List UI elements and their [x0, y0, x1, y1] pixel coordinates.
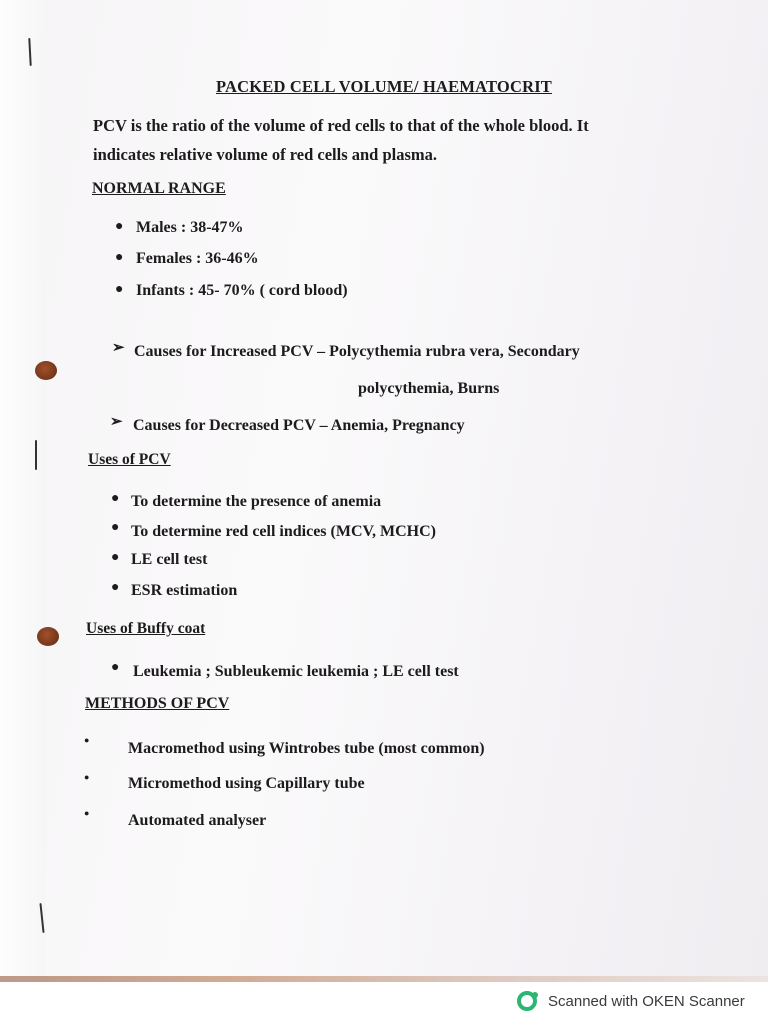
uses-of-buffy-coat-item: Leukemia ; Subleukemic leukemia ; LE cell test	[133, 663, 459, 680]
arrow-bullet-icon: ➢	[112, 340, 125, 356]
bullet-icon: ●	[115, 219, 124, 234]
scanner-text: Scanned with OKEN Scanner	[548, 992, 745, 1010]
bullet-icon: ●	[115, 250, 124, 265]
punch-hole	[37, 627, 59, 646]
normal-range-item: Infants : 45- 70% ( cord blood)	[136, 282, 348, 299]
scanner-watermark	[516, 988, 745, 1014]
normal-range-heading: NORMAL RANGE	[92, 180, 226, 197]
bullet-icon: ●	[111, 580, 120, 595]
normal-range-item: Females : 36-46%	[136, 250, 259, 267]
bullet-icon: ●	[115, 282, 124, 297]
bullet-icon: ●	[111, 491, 120, 506]
bullet-icon: ●	[111, 520, 120, 535]
definition-line-1: PCV is the ratio of the volume of red cells to that of the whole blood. It	[93, 116, 589, 135]
uses-of-pcv-heading: Uses of PCV	[88, 451, 171, 468]
causes-increased-line-1: Causes for Increased PCV – Polycythemia rubra vera, Secondary	[134, 343, 580, 360]
methods-item: Automated analyser	[128, 812, 267, 829]
page-fold-shadow	[0, 0, 46, 982]
punch-edge-mark	[35, 440, 37, 470]
methods-item: Micromethod using Capillary tube	[128, 775, 365, 792]
causes-increased-line-2: polycythemia, Burns	[358, 380, 500, 397]
uses-of-pcv-item: To determine the presence of anemia	[131, 493, 382, 510]
oken-scanner-logo-icon	[516, 989, 540, 1013]
uses-of-pcv-item: LE cell test	[131, 551, 208, 568]
punch-hole	[35, 361, 57, 380]
definition-line-2: indicates relative volume of red cells and plasma.	[93, 145, 438, 164]
bullet-icon: ●	[111, 550, 120, 565]
page-title: PACKED CELL VOLUME/ HAEMATOCRIT	[215, 77, 553, 96]
uses-of-pcv-item: To determine red cell indices (MCV, MCHC)	[131, 523, 436, 540]
bullet-icon: ●	[111, 660, 120, 675]
page-bottom-edge	[0, 976, 768, 982]
uses-of-buffy-coat-heading: Uses of Buffy coat	[86, 620, 206, 637]
normal-range-item: Males : 38-47%	[136, 219, 244, 236]
arrow-bullet-icon: ➢	[110, 414, 123, 430]
methods-item: Macromethod using Wintrobes tube (most common)	[128, 740, 485, 757]
methods-of-pcv-heading: METHODS OF PCV	[85, 695, 230, 712]
bullet-icon: ●	[84, 808, 90, 818]
bullet-icon: ●	[84, 772, 90, 782]
bullet-icon: ●	[84, 735, 90, 745]
uses-of-pcv-item: ESR estimation	[131, 582, 238, 599]
causes-decreased: Causes for Decreased PCV – Anemia, Pregnancy	[133, 417, 465, 434]
